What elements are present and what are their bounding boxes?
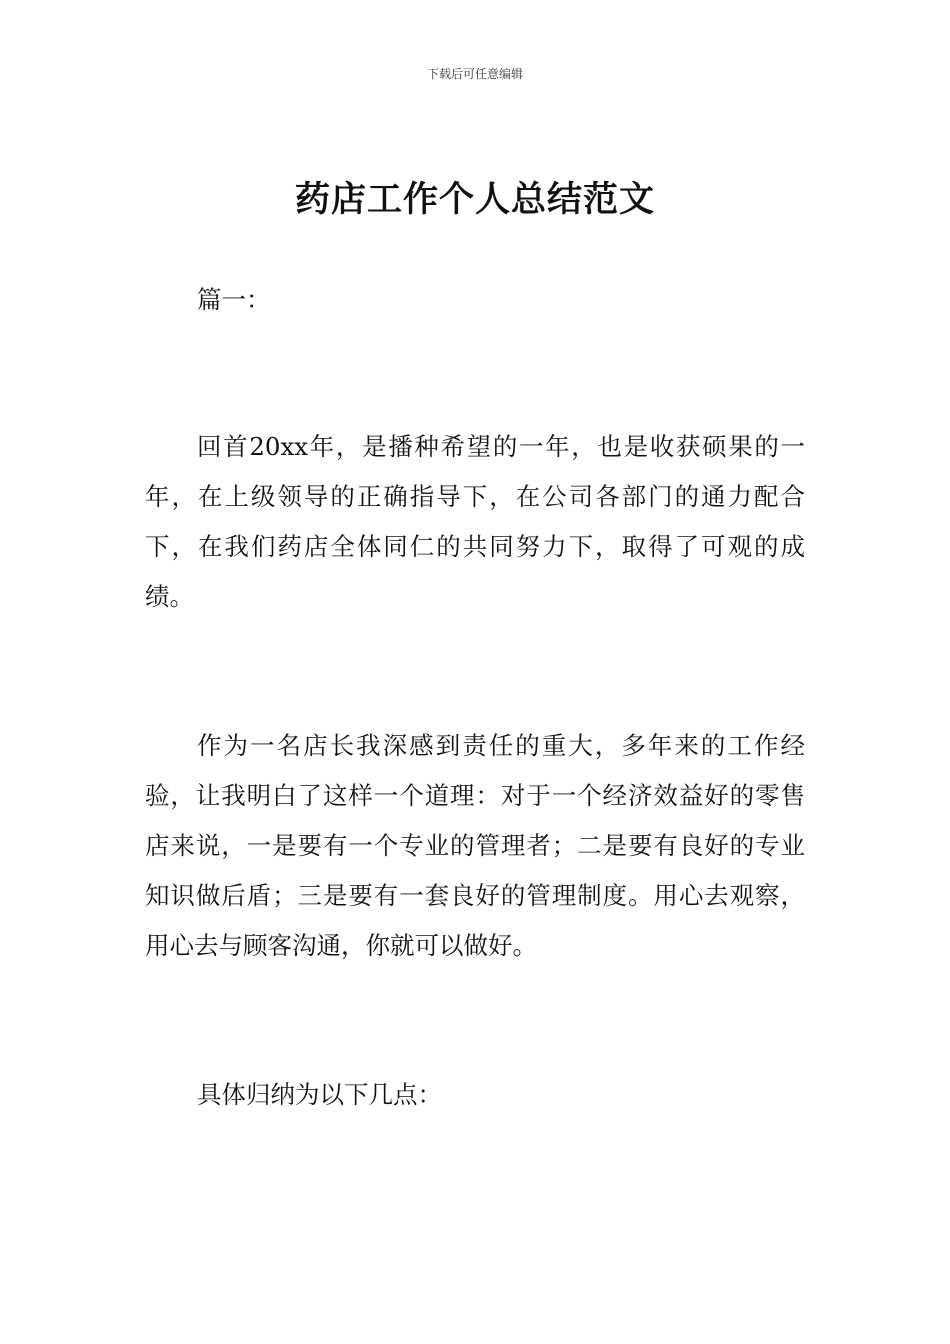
header-note: 下载后可任意编辑 [426, 67, 523, 81]
paragraph-experience: 作为一名店长我深感到责任的重大，多年来的工作经验，让我明白了这样一个道理：对于一个经济效益好的零售店来说，一是要有一个专业的管理者；二是要有良好的专业知识做后盾；三是要有一套良好的管理制度。用心去观察，用心去与顾客沟通，你就可以做好。 [145, 731, 805, 960]
document-title: 药店工作个人总结范文 [294, 180, 655, 220]
section-label: 篇一： [197, 285, 271, 314]
paragraph-intro: 回首20xx年，是播种希望的一年，也是收获硕果的一年，在上级领导的正确指导下，在公司各部门的通力配合下，在我们药店全体同仁的共同努力下，取得了可观的成绩。 [145, 432, 805, 611]
paragraph-summary-lead: 具体归纳为以下几点： [197, 1080, 442, 1109]
